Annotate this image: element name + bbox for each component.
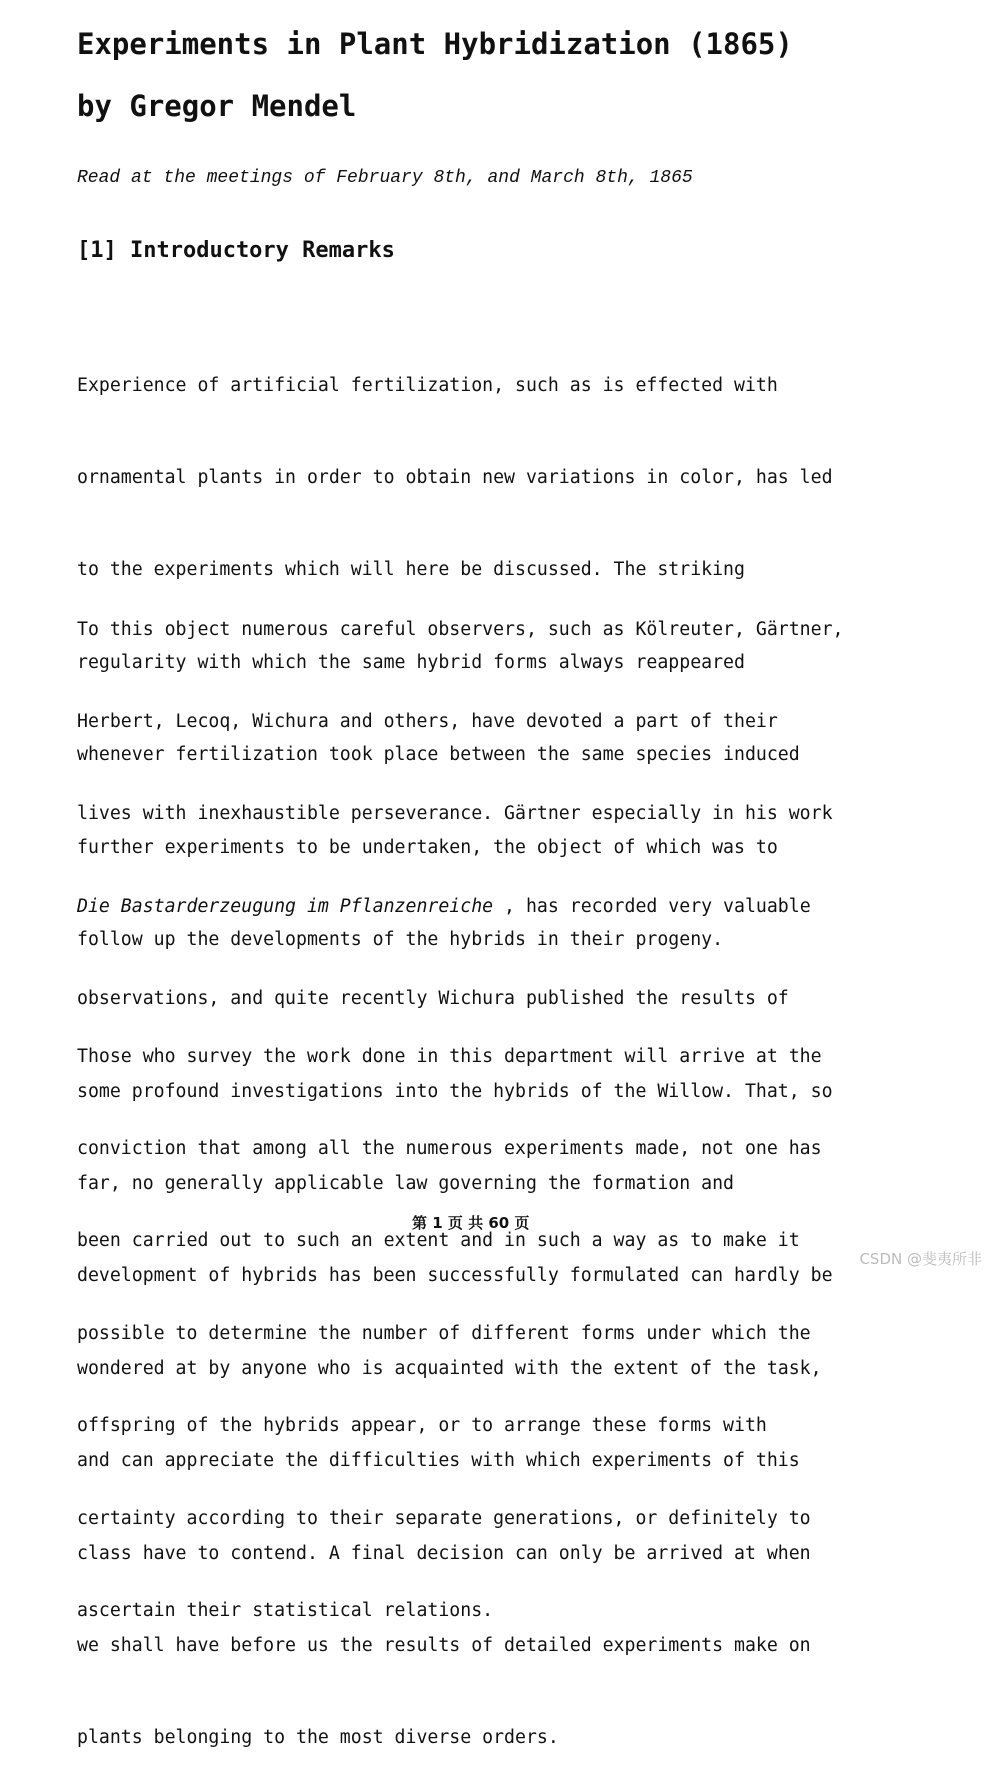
text-line xyxy=(77,892,977,923)
text-line: lives with inexhaustible perseverance. Gärtner especially in his work xyxy=(77,803,833,825)
text-line: far, no generally applicable law governing the formation and xyxy=(77,1172,734,1194)
book-title: Die Bastarderzeugung im Pflanzenreiche xyxy=(77,895,494,917)
text-line: plants belonging to the most diverse orders. xyxy=(77,1727,559,1749)
text-line: conviction that among all the numerous experiments made, not one has xyxy=(77,1137,822,1159)
text-line: certainty according to their separate generations, or definitely to xyxy=(77,1507,811,1529)
document-subtitle: Read at the meetings of February 8th, and March 8th, 1865 xyxy=(77,168,693,188)
text-line: ornamental plants in order to obtain new variations in color, has led xyxy=(77,466,833,488)
text-line: ascertain their statistical relations. xyxy=(77,1599,494,1621)
text-line: whenever fertilization took place between the same species induced xyxy=(77,744,800,766)
text-line: wondered at by anyone who is acquainted with the extent of the task, xyxy=(77,1357,822,1379)
text-line: and can appreciate the difficulties with which experiments of this xyxy=(77,1450,800,1472)
text-line: offspring of the hybrids appear, or to arrange these forms with xyxy=(77,1415,767,1437)
text-line: we shall have before us the results of detailed experiments make on xyxy=(77,1634,811,1656)
text-line: To this object numerous careful observers, such as Kölreuter, Gärtner, xyxy=(77,618,844,640)
text-line: further experiments to be undertaken, the object of which was to xyxy=(77,836,778,858)
author-line: by Gregor Mendel xyxy=(77,89,357,123)
text-line: possible to determine the number of different forms under which the xyxy=(77,1322,811,1344)
text-line: some profound investigations into the hybrids of the Willow. That, so xyxy=(77,1080,833,1102)
text-line: been carried out to such an extent and in such a way as to make it xyxy=(77,1230,800,1252)
document-title: Experiments in Plant Hybridization (1865) xyxy=(77,27,793,61)
paragraph-3 xyxy=(77,980,977,1658)
text-line: Experience of artificial fertilization, such as is effected with xyxy=(77,374,778,396)
text-line: class have to contend. A final decision can only be arrived at when xyxy=(77,1542,811,1564)
text-line: Those who survey the work done in this department will arrive at the xyxy=(77,1045,822,1067)
text-line: observations, and quite recently Wichura published the results of xyxy=(77,988,789,1010)
text-fragment: , has recorded very valuable xyxy=(493,895,811,917)
text-line: to the experiments which will here be discussed. The striking xyxy=(77,559,745,581)
page-footer: 第 1 页 共 60 页 xyxy=(412,1214,530,1232)
text-line: development of hybrids has been successfully formulated can hardly be xyxy=(77,1265,833,1287)
section-heading: [1] Introductory Remarks xyxy=(77,238,395,263)
text-line: follow up the developments of the hybrids in their progeny. xyxy=(77,928,724,950)
text-line: regularity with which the same hybrid forms always reappeared xyxy=(77,651,745,673)
watermark: CSDN @斐夷所非 xyxy=(859,1250,982,1268)
text-line: Herbert, Lecoq, Wichura and others, have devoted a part of their xyxy=(77,710,778,732)
